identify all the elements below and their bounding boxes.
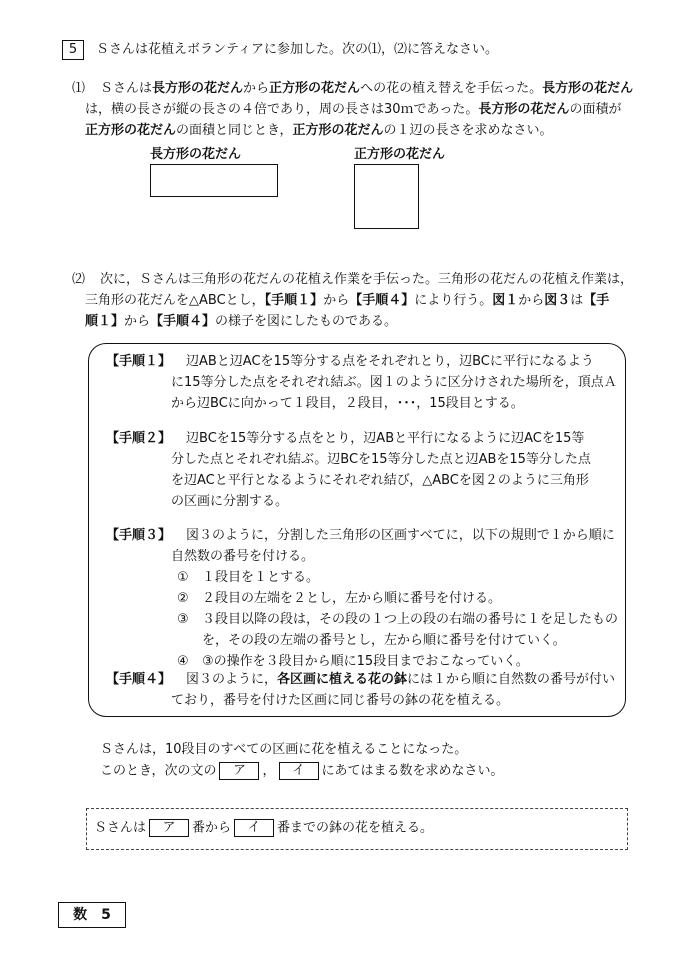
term-rect: 長方形の花だん: [542, 81, 634, 96]
text: から: [243, 81, 270, 96]
step3-line1: 図３のように，分割した三角形の区画すべてに，以下の規則で１から順に: [186, 528, 615, 543]
answer-blank-a[interactable]: ア: [149, 819, 189, 837]
part1-number: ⑴: [72, 81, 86, 96]
step3-item4-mark: ④: [177, 654, 189, 669]
text: により行う。: [414, 293, 493, 308]
step3-item3-line1: ３段目以降の段は，その段の１つ上の段の右端の番号に１を足したもの: [202, 612, 619, 627]
step4-line2: ており，番号を付けた区画に同じ番号の鉢の花を植える。: [171, 693, 510, 708]
part2-line3: [85, 313, 397, 331]
step1-line1: 辺ABと辺ACを15等分する点をそれぞれとり，辺BCに平行になるよう: [186, 354, 594, 369]
step2-line1: 辺BCを15等分する点をとり，辺ABと平行になるように辺ACを15等: [186, 431, 585, 446]
step2-line3: を辺ACと平行となるようにそれぞれ結び，△ABCを図２のように三角形: [171, 473, 589, 488]
part2-number: ⑵: [72, 272, 86, 287]
figure-ref: 図１: [492, 293, 519, 308]
text: の面積が: [569, 102, 622, 117]
step3-item1-mark: ①: [177, 570, 189, 585]
figure-ref: 図３: [544, 293, 571, 308]
term-pot: 各区画に植える花の鉢: [277, 672, 408, 687]
text: から: [323, 293, 350, 308]
step3-item1: １段目を１とする。: [202, 570, 320, 585]
square-bed-figure: [354, 164, 419, 229]
problem-intro: Ｓさんは花植えボランティアに参加した。次の⑴，⑵に答えなさい。: [96, 42, 498, 57]
part1-line3: [85, 122, 553, 140]
part2-line1: 次に，Ｓさんは三角形の花だんの花植え作業を手伝った。三角形の花だんの花植え作業は，: [100, 272, 634, 287]
rectangle-bed-figure: [150, 164, 278, 197]
text: の様子を図にしたものである。: [215, 314, 398, 329]
text: 三角形の花だんを△ABCとし，: [85, 293, 265, 308]
step3-line2: 自然数の番号を付ける。: [171, 549, 315, 564]
text: Ｓさんは: [100, 81, 153, 96]
term-square: 正方形の花だん: [269, 81, 361, 96]
step1-line2: に15等分した点をそれぞれ結ぶ。図１のように区分けされた場所を，頂点Ａ: [171, 375, 617, 390]
part1-line2: [85, 101, 621, 119]
text: 番までの鉢の花を植える。: [277, 820, 434, 836]
text: にあてはまる数を求めなさい。: [321, 763, 504, 779]
label-square-bed: 正方形の花だん: [354, 147, 446, 162]
step3-item2: ２段目の左端を２とし，左から順に番号を付ける。: [202, 591, 502, 606]
part2-line2: [85, 292, 609, 310]
problem-number: 5: [62, 40, 84, 60]
step-ref: 【手順４】: [150, 314, 216, 329]
text: は: [570, 293, 584, 308]
step1-title: 【手順１】: [106, 354, 172, 369]
text: の１辺の長さを求めなさい。: [383, 123, 553, 138]
question-line2: [100, 762, 504, 781]
step-ref: 【手: [583, 293, 610, 308]
text: 番から: [192, 820, 232, 836]
text: への花の植え替えを手伝った。: [360, 81, 543, 96]
label-rect-bed: 長方形の花だん: [150, 147, 242, 162]
term-rect: 長方形の花だん: [478, 102, 570, 117]
step-ref: 順１】: [85, 314, 125, 329]
term-square: 正方形の花だん: [85, 123, 177, 138]
answer-sentence: [94, 819, 433, 838]
text: ，: [262, 763, 276, 779]
step3-item4: ③の操作を３段目から順に15段目までおこなっていく。: [202, 654, 529, 669]
answer-blank-i[interactable]: イ: [234, 819, 274, 837]
text: には１から順に自然数の番号が付い: [407, 672, 616, 687]
step3-item2-mark: ②: [177, 591, 189, 606]
term-rect: 長方形の花だん: [152, 81, 244, 96]
blank-a: ア: [219, 762, 259, 780]
question-line1: Ｓさんは，10段目のすべての区画に花を植えることになった。: [100, 742, 468, 757]
text: は，横の長さが縦の長さの４倍であり，周の長さは30ｍであった。: [85, 102, 479, 117]
blank-i: イ: [279, 762, 319, 780]
step4-title: 【手順４】: [106, 672, 172, 687]
step1-line3: から辺BCに向かって１段目，２段目，･･･，15段目とする。: [171, 396, 524, 411]
step4-line1: [186, 671, 615, 689]
text: から: [518, 293, 545, 308]
step3-title: 【手順３】: [106, 528, 172, 543]
text: Ｓさんは: [94, 820, 147, 836]
step-ref: 【手順１】: [264, 293, 324, 308]
step2-line2: 分した点とそれぞれ結ぶ。辺BCを15等分した点と辺ABを15等分した点: [171, 452, 591, 467]
text: から: [124, 314, 151, 329]
step3-item3-line2: を，その段の左端の番号とし，左から順に番号を付けていく。: [202, 633, 566, 648]
step3-item3-mark: ③: [177, 612, 189, 627]
page-footer: 数 5: [58, 902, 126, 928]
step-ref: 【手順４】: [349, 293, 415, 308]
step2-title: 【手順２】: [106, 431, 172, 446]
text: このとき，次の文の: [100, 763, 217, 779]
text: 図３のように，: [186, 672, 278, 687]
text: の面積と同じとき，: [176, 123, 293, 138]
part1-line1: [100, 80, 633, 98]
step2-line4: の区画に分割する。: [171, 494, 289, 509]
term-square: 正方形の花だん: [292, 123, 384, 138]
